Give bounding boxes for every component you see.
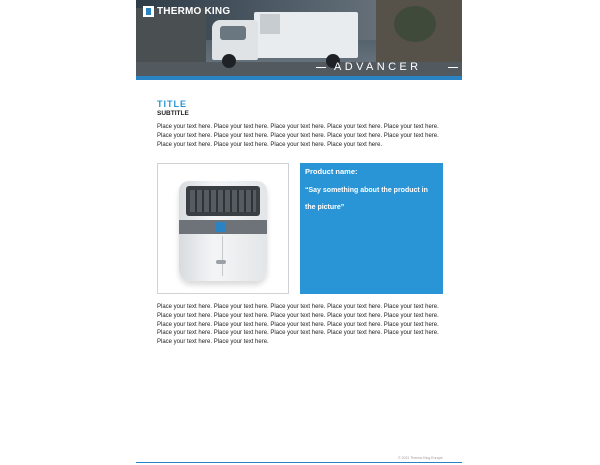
body-paragraph-2: Place your text here. Place your text here. Place your text here. Place your text here. Place your text here. Place your text here. Place your text here. Place your text here. Place your text here. Place your text here. Place your text here. Place your text here. Place your text here. Place your text here. Place your text here. Place your text here. Place your text here. Place your text here. Place your text here. Place your text here. Place your text here. Place your text here. <box>157 304 439 346</box>
product-image <box>157 163 289 294</box>
reefer-unit-seam <box>222 236 223 276</box>
body-paragraph-1: Place your text here. Place your text here. Place your text here. Place your text here. Place your text here. Place your text here. Place your text here. Place your text here. Place your text here. Place your text here. Place your text here. Place your text here. Place your text here. Place your text here. <box>157 124 439 148</box>
footer-copyright: © 2021 Thermo King Europe <box>398 456 443 460</box>
header-accent-bar <box>136 76 462 80</box>
product-callout-box <box>300 163 443 294</box>
truck-windshield <box>220 26 246 40</box>
advancer-dash-right <box>448 67 458 68</box>
brand-logo <box>143 6 230 17</box>
page-subtitle: SUBTITLE <box>157 110 189 117</box>
document-page <box>136 0 462 465</box>
thermo-king-logo-icon <box>143 6 154 17</box>
brand-name: THERMO KING <box>157 6 231 17</box>
truck-wheel-front <box>222 54 236 68</box>
banner-tree <box>394 6 436 42</box>
product-name-label: Product name: <box>305 167 358 176</box>
truck-refrigeration-unit <box>260 14 280 34</box>
footer-line <box>136 462 462 463</box>
reefer-unit-grille <box>190 190 256 212</box>
product-line-label: ADVANCER <box>334 61 422 73</box>
header-banner <box>136 0 462 76</box>
product-description: “Say something about the product in the picture” <box>305 187 428 211</box>
banner-building-left <box>136 8 206 68</box>
page-title: TITLE <box>157 99 187 109</box>
reefer-unit-handle <box>216 260 226 264</box>
advancer-dash-left <box>316 67 326 68</box>
reefer-logo-icon <box>216 222 226 232</box>
